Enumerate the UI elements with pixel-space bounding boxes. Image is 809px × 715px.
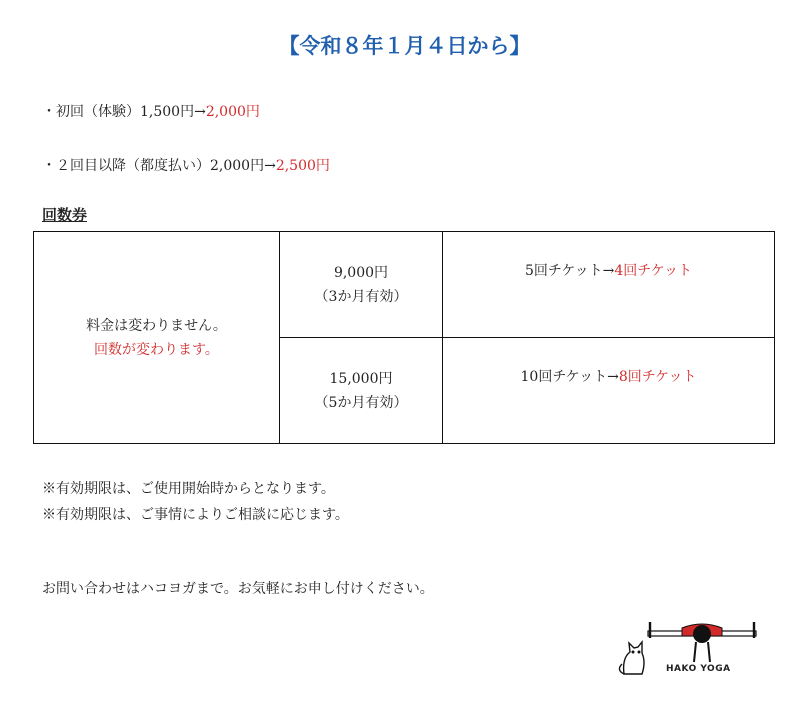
page-title: 【令和８年１月４日から】 (278, 33, 531, 58)
ticket-price-cell (280, 232, 443, 338)
table-row (34, 232, 775, 338)
notes (42, 476, 349, 528)
ticket-note-changed: 回数が変わります。 (94, 341, 219, 358)
price-line-repeat (42, 155, 330, 175)
ticket-validity: （5か月有効） (314, 394, 408, 411)
price-repeat-label: ・２回目以降（都度払い）2,000円→ (42, 158, 276, 174)
ticket-price: 9,000円 (333, 264, 389, 281)
note-validity-start: ※有効期限は、ご使用開始時からとなります。 (42, 481, 335, 497)
ticket-new-count: 4回チケット (614, 263, 693, 279)
ticket-note-cell (34, 232, 280, 444)
price-repeat-new: 2,500円 (275, 158, 330, 174)
ticket-old-count: 5回チケット→ (524, 263, 615, 279)
ticket-note-unchanged: 料金は変わりません。 (86, 317, 227, 334)
ticket-count-cell (443, 232, 775, 338)
ticket-validity: （3か月有効） (314, 288, 408, 305)
ticket-section-heading: 回数券 (42, 206, 88, 224)
price-first-label: ・初回（体験）1,500円→ (42, 104, 206, 120)
logo-text: HAKO YOGA (666, 664, 731, 674)
ticket-price: 15,000円 (329, 370, 393, 387)
ticket-new-count: 8回チケット (618, 369, 697, 385)
yoga-figure-icon (648, 622, 756, 662)
ticket-price-cell (280, 338, 443, 444)
ticket-table (33, 231, 775, 444)
ticket-old-count: 10回チケット→ (520, 369, 619, 385)
price-line-first (42, 101, 260, 121)
price-first-new: 2,000円 (205, 104, 260, 120)
note-validity-consult: ※有効期限は、ご事情によりご相談に応じます。 (42, 507, 349, 523)
contact-text: お問い合わせはハコヨガまで。お気軽にお申し付けください。 (42, 581, 434, 597)
ticket-count-cell (443, 338, 775, 444)
cat-icon (619, 642, 644, 674)
